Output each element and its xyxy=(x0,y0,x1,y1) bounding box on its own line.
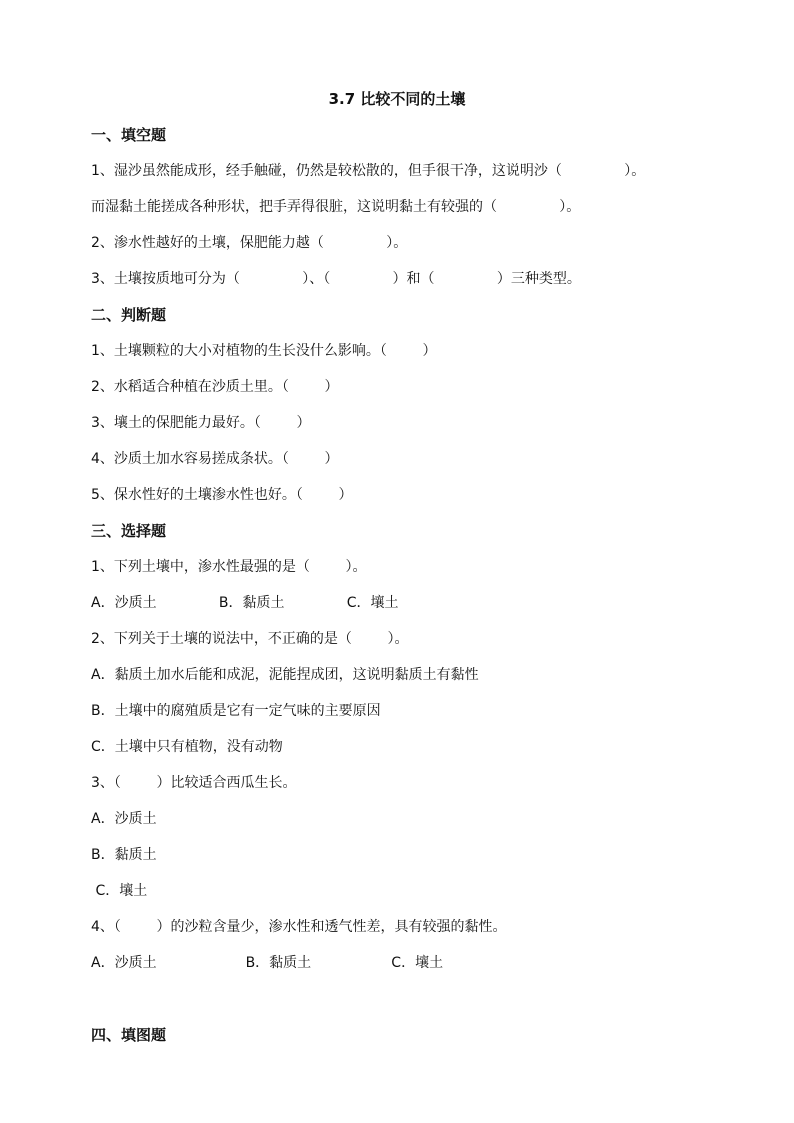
judge-question-3: 3、壤土的保肥能力最好。（ ） xyxy=(91,415,311,431)
choice-question-4-options: A．沙质土 B．黏质土 C．壤土 xyxy=(91,955,444,971)
choice-question-4: 4、（ ）的沙粒含量少，渗水性和透气性差，具有较强的黏性。 xyxy=(91,919,507,935)
section-heading-choice: 三、选择题 xyxy=(91,522,167,540)
fill-question-1-line-1: 1、湿沙虽然能成形，经手触碰，仍然是较松散的，但手很干净，这说明沙（ ）。 xyxy=(91,163,646,179)
choice-question-1-options: A．沙质土 B．黏质土 C．壤土 xyxy=(91,595,399,611)
fill-question-2: 2、渗水性越好的土壤，保肥能力越（ ）。 xyxy=(91,235,408,251)
choice-question-2-option-a: A．黏质土加水后能和成泥，泥能捏成团，这说明黏质土有黏性 xyxy=(91,667,479,683)
choice-question-3-option-c: C．壤土 xyxy=(91,883,148,899)
choice-question-2-option-c: C．土壤中只有植物，没有动物 xyxy=(91,739,283,755)
choice-question-3: 3、（ ）比较适合西瓜生长。 xyxy=(91,775,297,791)
choice-question-2-option-b: B．土壤中的腐殖质是它有一定气味的主要原因 xyxy=(91,703,381,719)
judge-question-5: 5、保水性好的土壤渗水性也好。（ ） xyxy=(91,487,353,503)
choice-question-3-option-b: B．黏质土 xyxy=(91,847,157,863)
page-title: 3.7 比较不同的土壤 xyxy=(328,90,466,108)
judge-question-4: 4、沙质土加水容易搓成条状。（ ） xyxy=(91,451,339,467)
choice-question-2: 2、下列关于土壤的说法中，不正确的是（ ）。 xyxy=(91,631,409,647)
fill-question-3: 3、土壤按质地可分为（ ）、（ ）和（ ）三种类型。 xyxy=(91,271,581,287)
judge-question-2: 2、水稻适合种植在沙质土里。（ ） xyxy=(91,379,339,395)
choice-question-1: 1、下列土壤中，渗水性最强的是（ ）。 xyxy=(91,559,367,575)
section-heading-draw: 四、填图题 xyxy=(91,1026,167,1044)
section-heading-fill: 一、填空题 xyxy=(91,126,167,144)
fill-question-1-line-2: 而湿黏土能搓成各种形状，把手弄得很脏，这说明黏土有较强的（ ）。 xyxy=(91,199,581,215)
section-heading-judge: 二、判断题 xyxy=(91,306,167,324)
choice-question-3-option-a: A．沙质土 xyxy=(91,811,157,827)
judge-question-1: 1、土壤颗粒的大小对植物的生长没什么影响。（ ） xyxy=(91,343,437,359)
